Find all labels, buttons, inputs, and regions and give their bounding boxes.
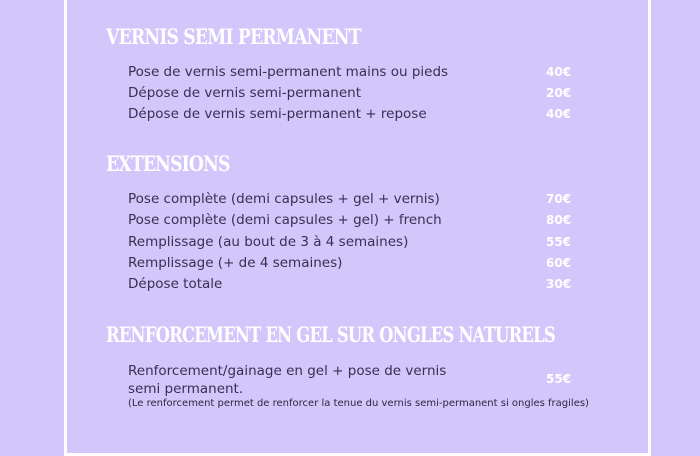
- service-name: Dépose de vernis semi-permanent: [128, 85, 362, 101]
- service-price: 40€: [546, 107, 572, 121]
- service-price: 30€: [546, 277, 572, 291]
- price-row: [128, 276, 588, 296]
- section-title-vernis: VERNIS SEMI PERMANENT: [106, 24, 361, 49]
- price-row: [128, 64, 588, 84]
- service-name: Pose complète (demi capsules + gel + vernis): [128, 191, 440, 207]
- service-name: Remplissage (+ de 4 semaines): [128, 255, 343, 271]
- price-row: [128, 85, 588, 105]
- service-name: Dépose totale: [128, 276, 223, 292]
- service-name: Renforcement/gainage en gel + pose de vernis semi permanent.: [128, 363, 447, 397]
- service-name: Dépose de vernis semi-permanent + repose: [128, 106, 427, 122]
- service-name: Pose de vernis semi-permanent mains ou pieds: [128, 64, 449, 80]
- service-price: 80€: [546, 213, 572, 227]
- service-price: 20€: [546, 86, 572, 100]
- service-name: Remplissage (au bout de 3 à 4 semaines): [128, 234, 409, 250]
- service-price: 55€: [546, 372, 572, 386]
- service-price: 40€: [546, 65, 572, 79]
- price-row: [128, 191, 588, 211]
- service-price: 55€: [546, 235, 572, 249]
- section-title-extensions: EXTENSIONS: [106, 151, 230, 176]
- service-price: 70€: [546, 192, 572, 206]
- section-title-renforcement: RENFORCEMENT EN GEL SUR ONGLES NATURELS: [106, 322, 555, 347]
- price-row: [128, 234, 588, 254]
- price-row: [128, 362, 588, 398]
- service-name: Pose complète (demi capsules + gel) + french: [128, 212, 442, 228]
- footnote: (Le renforcement permet de renforcer la tenue du vernis semi-permanent si ongles fragiles): [128, 398, 589, 409]
- price-row: [128, 106, 588, 126]
- price-row: [128, 212, 588, 232]
- price-row: [128, 255, 588, 275]
- service-price: 60€: [546, 256, 572, 270]
